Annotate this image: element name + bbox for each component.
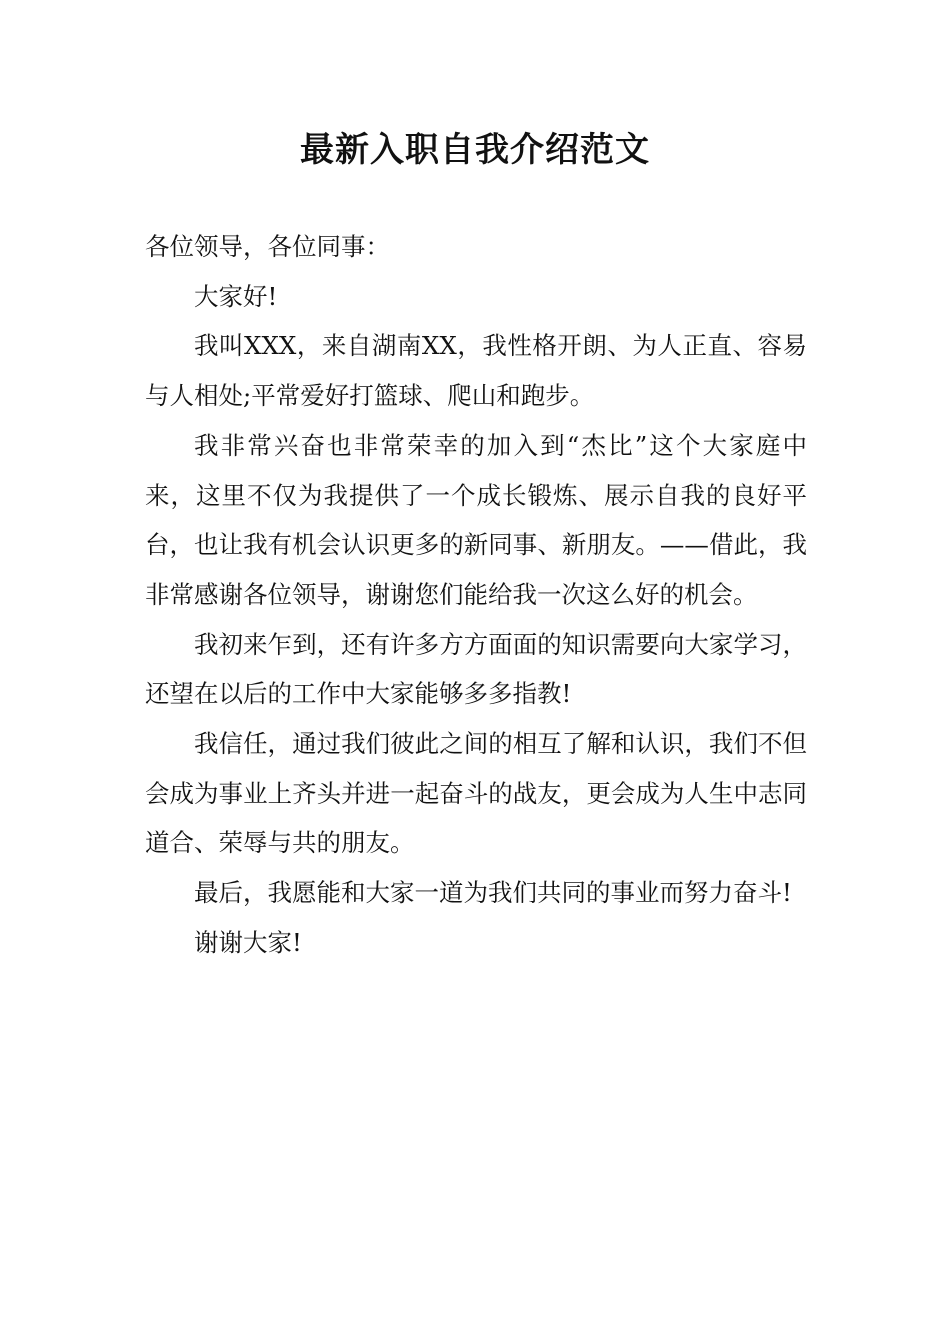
paragraph-closing-wish: 最后，我愿能和大家一道为我们共同的事业而努力奋斗! [194, 878, 792, 908]
document-title: 最新入职自我介绍范文 [300, 130, 650, 170]
paragraph-thanks: 谢谢大家! [194, 927, 302, 957]
paragraph-gratitude: 我非常兴奋也非常荣幸的加入到“杰比”这个大家庭中来，这里不仅为我提供了一个成长锻炼、展示自我的良好平台，也让我有机会认识更多的新同事、新朋友。——借此，我非常感谢各位领导，谢谢您们能给我一次这么好的机会。 [145, 430, 807, 609]
document-body [145, 222, 807, 968]
salutation: 各位领导，各位同事： [145, 232, 390, 261]
paragraph-learning: 我初来乍到，还有许多方方面面的知识需要向大家学习，还望在以后的工作中大家能够多多指教! [145, 629, 807, 709]
paragraph-trust: 我信任，通过我们彼此之间的相互了解和认识，我们不但会成为事业上齐头并进一起奋斗的战友，更会成为人生中志同道合、荣辱与共的朋友。 [145, 729, 807, 858]
paragraph-introduction: 我叫XXX，来自湖南XX，我性格开朗、为人正直、容易与人相处;平常爱好打篮球、爬山和跑步。 [145, 331, 807, 411]
paragraph-greeting: 大家好! [194, 281, 278, 311]
